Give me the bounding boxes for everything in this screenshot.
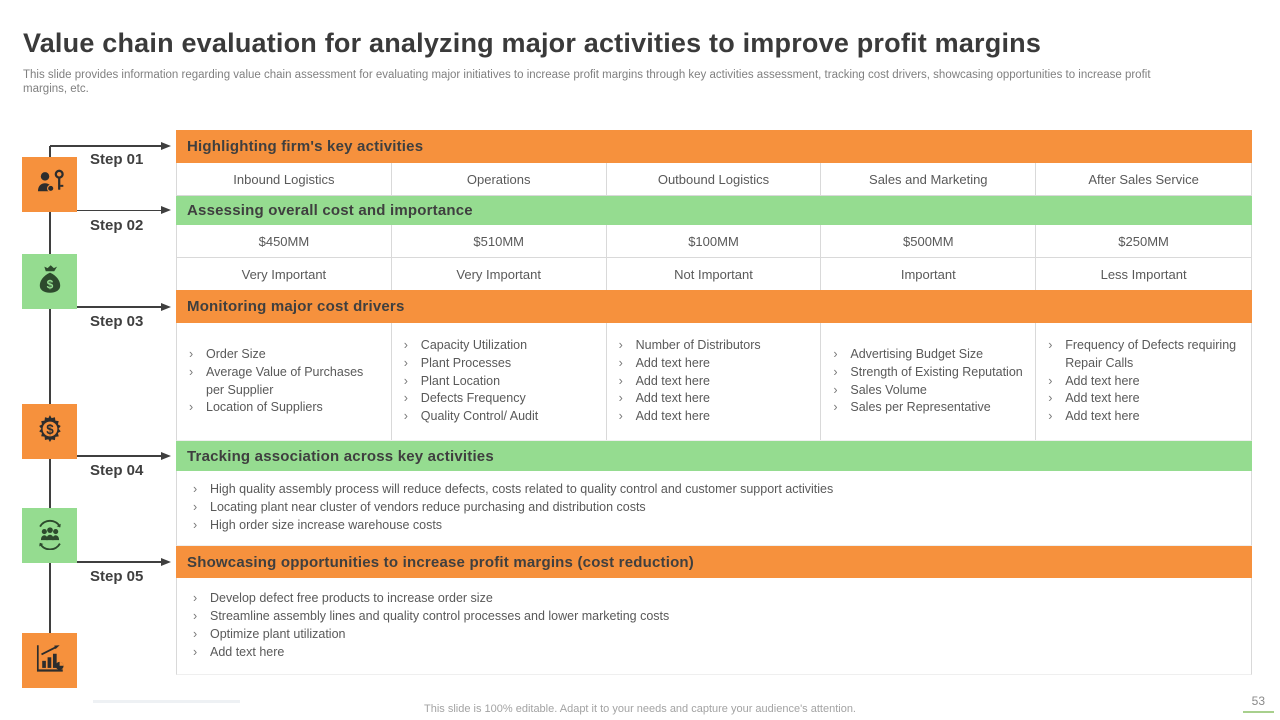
opportunities-row (176, 578, 1252, 675)
bullet-text: Location of Suppliers (206, 400, 323, 415)
step5-icon-box (22, 633, 77, 688)
bullet-item (619, 337, 813, 355)
bullet-text: Sales Volume (850, 382, 927, 397)
bullet-chevron-icon: › (618, 373, 623, 388)
page-title: Value chain evaluation for analyzing major activities to improve profit margins (23, 28, 1042, 58)
bullet-item (189, 364, 383, 400)
bullet-item (193, 608, 1241, 626)
bullet-item (833, 346, 1027, 364)
table-cell: $100MM (607, 225, 822, 257)
bullet-text: Frequency of Defects requiring Repair Calls (1065, 338, 1237, 370)
step1-arrow-line (50, 145, 162, 147)
bullet-chevron-icon: › (618, 391, 623, 406)
bullet-chevron-icon: › (618, 409, 623, 424)
table-cell: Less Important (1100, 266, 1187, 282)
importance-row (176, 258, 1252, 290)
step-label-4: Step 04 (90, 462, 144, 479)
table-cell: Sales and Marketing (821, 163, 1036, 195)
table-cell: After Sales Service (1088, 171, 1199, 187)
step-label-3: Step 03 (90, 313, 144, 330)
bullet-chevron-icon: › (618, 355, 623, 370)
bullet-text: Defects Frequency (420, 391, 526, 406)
step2-icon-box (22, 254, 77, 309)
table-cell: $250MM (1118, 233, 1169, 249)
bullet-text: Develop defect free products to increase order size (210, 591, 493, 606)
page-number: 53 (1243, 694, 1274, 713)
drivers-row (176, 323, 1252, 441)
step2-arrowhead-icon (161, 206, 171, 214)
user-key-icon (33, 165, 67, 204)
bullet-chevron-icon: › (193, 500, 198, 515)
bullet-chevron-icon: › (1048, 391, 1053, 406)
bullet-text: Add text here (635, 355, 710, 370)
bullet-item (619, 408, 813, 426)
bullet-text: Order Size (206, 346, 266, 361)
bullet-text: Locating plant near cluster of vendors reduce purchasing and distribution costs (210, 500, 646, 515)
bullet-text: Capacity Utilization (420, 338, 528, 352)
table-cell: Operations (392, 163, 607, 195)
step3-icon-box (22, 404, 77, 459)
bullet-chevron-icon: › (189, 346, 194, 361)
bullet-item (193, 590, 1241, 608)
drivers-col-outbound (607, 323, 822, 440)
bullet-item (1048, 390, 1243, 408)
table-cell: $510MM (392, 225, 607, 257)
bullet-text: Add text here (1065, 391, 1140, 406)
bullet-text: Add text here (1065, 373, 1140, 388)
step-connector-vertical-line (49, 146, 51, 640)
bullet-text: Number of Distributors (635, 338, 761, 352)
step1-arrowhead-icon (161, 142, 171, 150)
bullet-text: Advertising Budget Size (850, 346, 984, 361)
bullet-text: Add text here (635, 373, 710, 388)
bullet-chevron-icon: › (403, 355, 408, 370)
bullet-item (404, 337, 598, 355)
bullet-chevron-icon: › (189, 400, 194, 415)
bullet-chevron-icon: › (403, 338, 408, 352)
table-cell: Inbound Logistics (177, 163, 392, 195)
footer-note: This slide is 100% editable. Adapt it to your needs and capture your audience's attention. (424, 703, 856, 715)
bullet-item (1048, 373, 1243, 391)
bullet-chevron-icon: › (833, 400, 838, 415)
step-label-2: Step 02 (90, 217, 144, 234)
bullet-chevron-icon: › (1048, 373, 1053, 388)
bullet-chevron-icon: › (193, 627, 198, 641)
bullet-text: Sales per Representative (850, 400, 991, 415)
table-cell: Important (821, 258, 1036, 290)
table-cell: $500MM (821, 225, 1036, 257)
bullet-item (193, 626, 1241, 644)
bullet-chevron-icon: › (403, 409, 408, 424)
bullet-chevron-icon: › (403, 391, 408, 406)
bullet-item (619, 373, 813, 391)
bullet-item (833, 382, 1027, 400)
association-row (176, 471, 1252, 546)
bullet-item (189, 399, 383, 417)
section-header-key-activities: Highlighting firm's key activities (176, 130, 1252, 163)
activities-row (176, 163, 1252, 196)
bullet-text: Plant Processes (420, 355, 512, 370)
drivers-col-operations (392, 323, 607, 440)
bullet-text: Add text here (1065, 409, 1140, 424)
section-header-association: Tracking association across key activities (176, 441, 1252, 471)
bullet-chevron-icon: › (1048, 409, 1053, 424)
table-cell: Very Important (392, 258, 607, 290)
table-cell: Very Important (177, 258, 392, 290)
bullet-chevron-icon: › (833, 364, 838, 379)
bullet-item (189, 346, 383, 364)
cost-row (176, 225, 1252, 258)
bullet-item (1048, 408, 1243, 426)
page-subtitle: This slide provides information regarding value chain assessment for evaluating major initiatives to increase profit margins through key activities assessment, tracking cost drivers, showcasing opportunities to increase profit margins, etc. (23, 69, 1151, 95)
step4-icon-box (22, 508, 77, 563)
drivers-col-sales-marketing (821, 323, 1036, 440)
table-cell: Outbound Logistics (607, 163, 822, 195)
bullet-text: Average Value of Purchases per Supplier (206, 364, 364, 397)
money-bag-icon (33, 262, 67, 301)
bullet-item (833, 364, 1027, 382)
bullet-chevron-icon: › (833, 346, 838, 361)
bullet-chevron-icon: › (833, 382, 838, 397)
drivers-col-after-sales (1036, 323, 1251, 440)
drivers-col-inbound (177, 323, 392, 440)
bullet-item (404, 408, 598, 426)
bullet-chevron-icon: › (193, 517, 198, 532)
bullet-chevron-icon: › (403, 373, 408, 388)
bullet-chevron-icon: › (193, 482, 198, 497)
table-cell: $450MM (177, 225, 392, 257)
step-label-1: Step 01 (90, 151, 144, 168)
bullet-text: High quality assembly process will reduce defects, costs related to quality control and customer support activities (210, 482, 834, 497)
bullet-chevron-icon: › (193, 609, 198, 624)
growth-chart-icon (33, 641, 67, 680)
bullet-chevron-icon: › (1048, 338, 1053, 352)
step4-arrowhead-icon (161, 452, 171, 460)
bullet-text: Streamline assembly lines and quality control processes and lower marketing costs (210, 609, 670, 624)
bullet-text: Plant Location (420, 373, 501, 388)
bullet-item (193, 481, 1241, 499)
dollar-gear-icon (33, 412, 67, 451)
bullet-text: High order size increase warehouse costs (210, 517, 443, 532)
section-header-cost-importance: Assessing overall cost and importance (176, 196, 1252, 225)
bullet-item (619, 390, 813, 408)
step-label-5: Step 05 (90, 568, 144, 585)
bullet-item (833, 399, 1027, 417)
bullet-chevron-icon: › (193, 591, 198, 606)
step3-arrowhead-icon (161, 303, 171, 311)
svg-text:$: $ (45, 421, 54, 437)
svg-text:$: $ (46, 277, 53, 292)
bullet-item (404, 373, 598, 391)
bullet-text: Optimize plant utilization (210, 627, 346, 641)
bullet-text: Add text here (635, 391, 710, 406)
table-cell: Not Important (607, 258, 822, 290)
bullet-chevron-icon: › (189, 364, 194, 379)
bullet-item (619, 355, 813, 373)
workforce-cycle-icon (33, 516, 67, 555)
bullet-chevron-icon: › (618, 338, 623, 352)
bullet-item (193, 499, 1241, 517)
bullet-text: Quality Control/ Audit (420, 409, 539, 424)
value-chain-table (176, 130, 1252, 675)
bullet-text: Strength of Existing Reputation (850, 364, 1023, 379)
bullet-item (193, 517, 1241, 535)
bullet-item (193, 644, 1241, 662)
bullet-text: Add text here (210, 644, 285, 659)
bullet-item (1048, 337, 1243, 373)
section-header-opportunities: Showcasing opportunities to increase profit margins (cost reduction) (176, 546, 1252, 578)
step5-arrowhead-icon (161, 558, 171, 566)
bullet-text: Add text here (635, 409, 710, 424)
bullet-chevron-icon: › (193, 644, 198, 659)
bullet-item (404, 390, 598, 408)
section-header-cost-drivers: Monitoring major cost drivers (176, 290, 1252, 323)
step1-icon-box (22, 157, 77, 212)
bullet-item (404, 355, 598, 373)
